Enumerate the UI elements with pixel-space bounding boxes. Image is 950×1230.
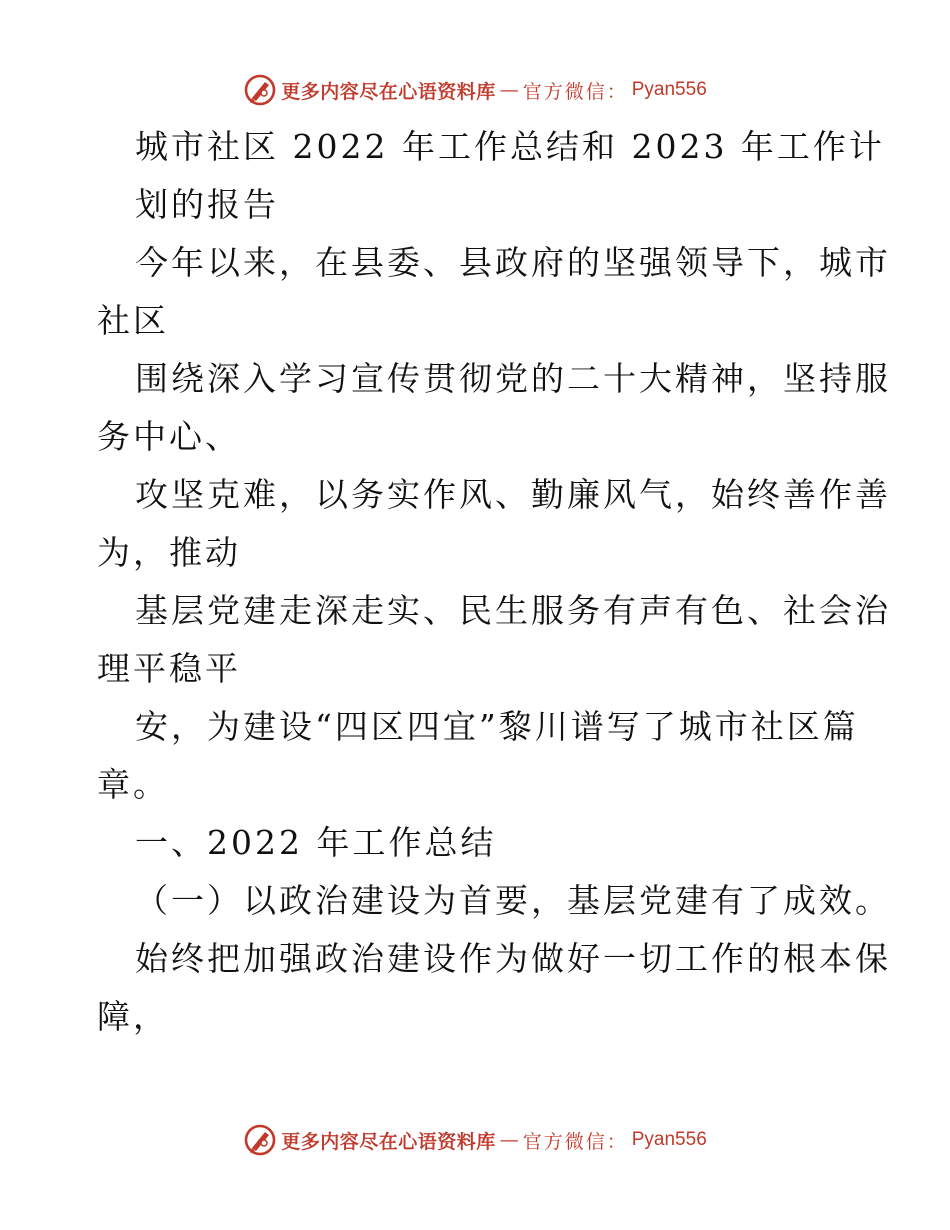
- paragraph-line: 始终把加强政治建设作为做好一切工作的根本保: [135, 939, 891, 978]
- paragraph-line: 章。: [97, 765, 169, 804]
- header-banner: [243, 73, 707, 107]
- paragraph-line: 安，为建设“四区四宜”黎川谱写了城市社区篇: [135, 707, 859, 746]
- paragraph-line: 障，: [97, 997, 169, 1036]
- footer-wechat-id: Pyan556: [631, 1129, 707, 1150]
- header-banner-text: 更多内容尽在心语资料库: [281, 80, 496, 103]
- paragraph-line: 理平稳平: [97, 649, 241, 688]
- paragraph-line: 为，推动: [97, 533, 241, 572]
- footer-banner: [243, 1123, 707, 1157]
- paragraph-line: 务中心、: [97, 417, 241, 456]
- paragraph-line: 社区: [97, 301, 169, 340]
- paragraph-line: 今年以来，在县委、县政府的坚强领导下，城市: [135, 243, 891, 282]
- pen-seal-logo-icon: [243, 1123, 277, 1157]
- page-header: [0, 70, 950, 110]
- header-wechat-label: 官方微信：: [522, 80, 628, 103]
- page-footer: [0, 1120, 950, 1160]
- title-line-2: 划的报告: [135, 185, 279, 224]
- header-wechat-id: Pyan556: [631, 79, 707, 100]
- footer-wechat-label: 官方微信：: [522, 1130, 628, 1153]
- section-heading: 一、2022 年工作总结: [135, 823, 497, 862]
- subsection-heading: （一）以政治建设为首要，基层党建有了成效。: [135, 881, 891, 920]
- footer-banner-dash: —: [499, 1129, 519, 1151]
- footer-banner-text: 更多内容尽在心语资料库: [281, 1130, 496, 1153]
- title-line-1: 城市社区 2022 年工作总结和 2023 年工作计: [135, 127, 885, 166]
- paragraph-line: 基层党建走深走实、民生服务有声有色、社会治: [135, 591, 891, 630]
- paragraph-line: 攻坚克难，以务实作风、勤廉风气，始终善作善: [135, 475, 891, 514]
- paragraph-line: 围绕深入学习宣传贯彻党的二十大精神，坚持服: [135, 359, 891, 398]
- pen-seal-logo-icon: [243, 73, 277, 107]
- header-banner-dash: —: [499, 79, 519, 101]
